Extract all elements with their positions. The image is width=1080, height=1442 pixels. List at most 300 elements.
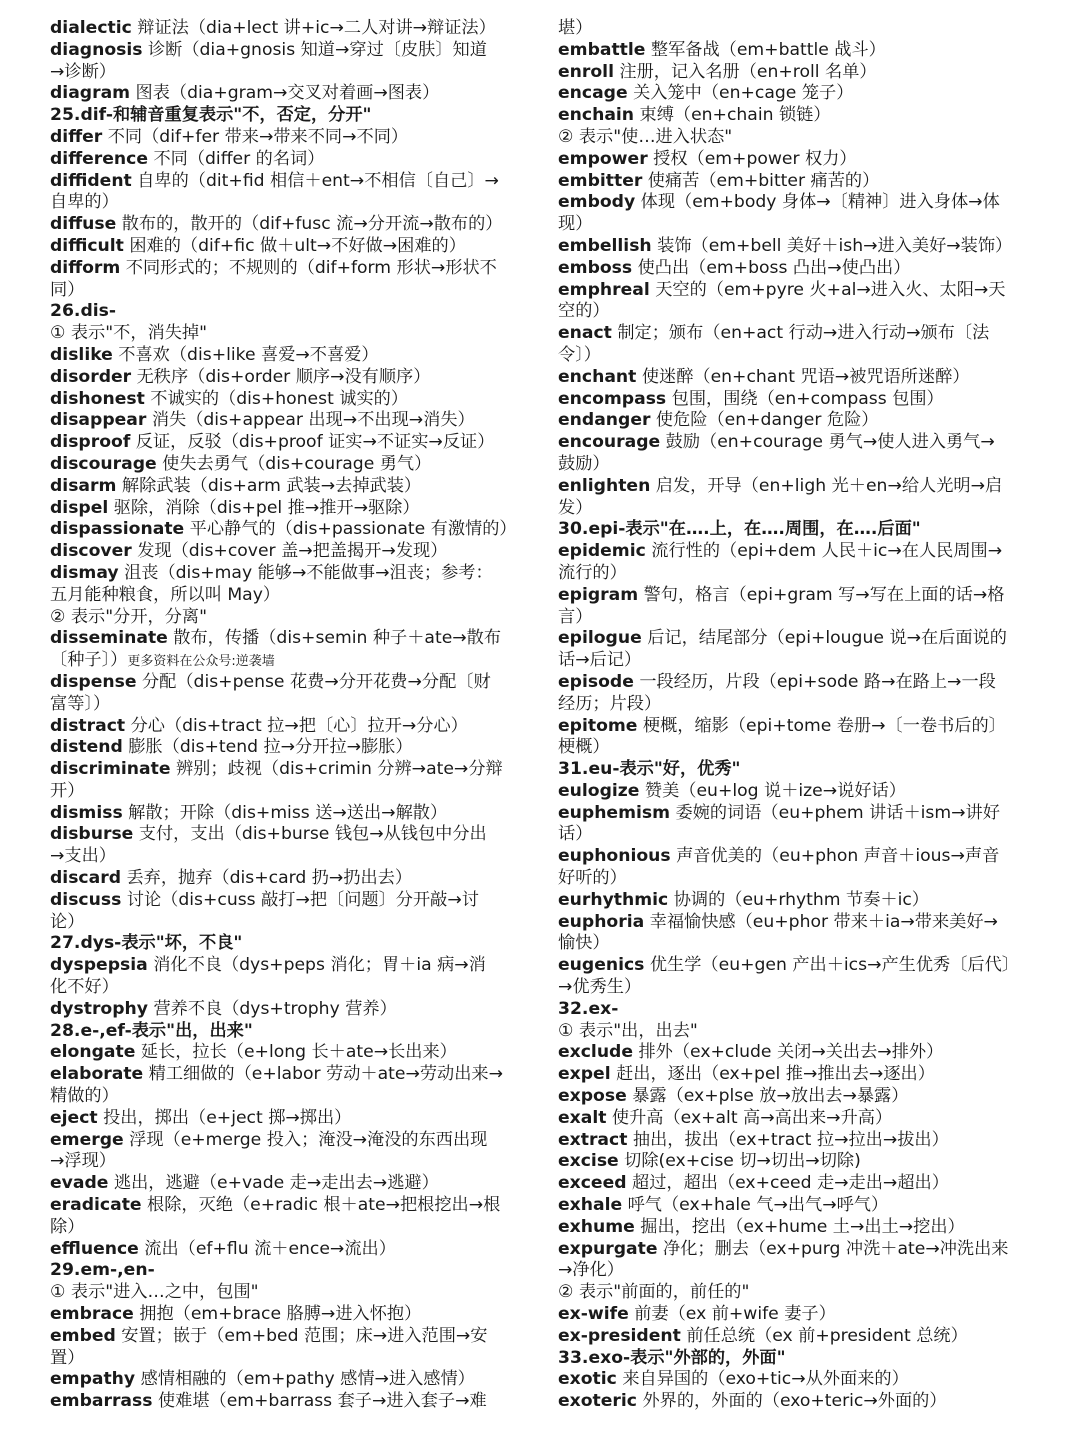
section-heading: 33.exo-表示"外部的，外面" (558, 1347, 786, 1368)
headword: epidemic (558, 541, 646, 562)
definition-text: 解除武装（dis+arm 武装→去掉武装） (116, 475, 422, 496)
definition-text: 化不好） (50, 977, 119, 998)
entry-line (50, 781, 532, 803)
word-entry (50, 1369, 532, 1391)
definition-text: 暴露（ex+plse 放→放出去→暴露） (626, 1086, 909, 1107)
word-entry (50, 214, 532, 236)
definition-text: 辨别；歧视（dis+crimin 分辨→ate→分辩 (170, 759, 503, 780)
definition-text: 分配（dis+pense 花费→分开花费→分配〔财 (136, 671, 491, 692)
word-entry (558, 40, 1040, 62)
headword: embarrass (50, 1391, 153, 1412)
entry-line (558, 977, 1040, 999)
word-entry (558, 367, 1040, 389)
definition-text: 自卑的） (50, 192, 119, 213)
section-heading: 25.dif-和辅音重复表示"不，否定，分开" (50, 105, 372, 126)
word-entry (558, 628, 1040, 650)
definition-text: 空的） (558, 301, 610, 322)
definition-text: ② 表示"分开，分离" (50, 606, 207, 627)
word-entry (50, 149, 532, 171)
definition-text: 论） (50, 911, 85, 932)
word-entry (558, 389, 1040, 411)
headword: emerge (50, 1129, 124, 1150)
definition-text: 呼气（ex+hale 气→出气→呼气） (622, 1195, 889, 1216)
definition-text: 安置；嵌于（em+bed 范围；床→进入范围→安 (115, 1325, 488, 1346)
entry-line (50, 846, 532, 868)
word-entry (50, 803, 532, 825)
headword: encage (558, 83, 628, 104)
definition-text: 好听的） (558, 868, 627, 889)
definition-text: 消失（dis+appear 出现→不出现→消失） (146, 410, 475, 431)
headword: exotic (558, 1369, 617, 1390)
definition-text: 延长，拉长（e+long 长＋ate→长出来） (135, 1042, 457, 1063)
headword: encompass (558, 388, 667, 409)
headword: eulogize (558, 780, 640, 801)
definition-text: 流出（ef+flu 流＋ence→流出） (138, 1238, 396, 1259)
definition-text: 抽出，拔出（ex+tract 拉→拉出→拔出） (627, 1129, 949, 1150)
definition-text: 自卑的（dit+fid 相信＋ent→不相信〔自己〕→ (131, 170, 499, 191)
headword: empathy (50, 1369, 136, 1390)
headword: dyspepsia (50, 955, 148, 976)
entry-line (50, 607, 532, 629)
headword: embody (558, 192, 636, 213)
headword: expurgate (558, 1238, 658, 1259)
word-entry (50, 868, 532, 890)
headword: effluence (50, 1238, 139, 1259)
definition-text: 五月能种粮食，所以叫 May） (50, 584, 281, 605)
word-entry (50, 476, 532, 498)
definition-text: 警句，格言（epi+gram 写→写在上面的话→格 (638, 584, 1005, 605)
headword: epigram (558, 584, 639, 605)
word-entry (50, 18, 532, 40)
entry-line (50, 694, 532, 716)
definition-text: 愉快） (558, 933, 610, 954)
entry-line (558, 607, 1040, 629)
headword: embrace (50, 1304, 134, 1325)
word-entry (558, 105, 1040, 127)
word-entry (558, 323, 1040, 345)
word-entry (558, 1326, 1040, 1348)
entry-line (558, 454, 1040, 476)
definition-text: 讨论（dis+cuss 敲打→把〔问题〕分开敲→讨 (121, 889, 479, 910)
definition-text: 精工细做的（e+labor 劳动＋ate→劳动出来→ (143, 1064, 504, 1085)
word-entry (558, 1369, 1040, 1391)
definition-text: →诊断） (50, 61, 116, 82)
definition-text: 诊断（dia+gnosis 知道→穿过〔皮肤〕知道 (142, 39, 487, 60)
entry-line (50, 912, 532, 934)
definition-text: 解散；开除（dis+miss 送→送出→解散） (122, 802, 448, 823)
word-entry (558, 541, 1040, 563)
headword: expose (558, 1086, 627, 1107)
headword: enact (558, 323, 612, 344)
definition-text: 开） (50, 780, 85, 801)
word-entry (558, 62, 1040, 84)
headword: eject (50, 1107, 98, 1128)
word-entry (558, 1064, 1040, 1086)
definition-text: 一段经历，片段（epi+sode 路→在路上→一段 (633, 671, 996, 692)
definition-text: 天空的（em+pyre 火+al→进入火、太阳→天 (649, 279, 1006, 300)
definition-text: 赶出，逐出（ex+pel 推→推出去→逐出） (610, 1064, 935, 1085)
headword: emphreal (558, 279, 650, 300)
word-entry (50, 519, 532, 541)
headword: encourage (558, 432, 661, 453)
definition-text: 不诚实的（dis+honest 诚实的） (144, 388, 409, 409)
word-entry (50, 1304, 532, 1326)
definition-text: 令〕） (558, 344, 601, 365)
entry-line (558, 127, 1040, 149)
definition-text: 使危险（en+danger 危险） (650, 410, 879, 431)
word-entry (50, 1326, 532, 1348)
entry-line (50, 650, 532, 672)
word-entry (50, 716, 532, 738)
headword: embitter (558, 170, 643, 191)
headword: disburse (50, 824, 134, 845)
headword: dislike (50, 344, 113, 365)
word-entry (50, 40, 532, 62)
word-entry (558, 258, 1040, 280)
headword: euphonious (558, 846, 671, 867)
word-entry (558, 1130, 1040, 1152)
definition-text: 置） (50, 1347, 85, 1368)
definition-text: ① 表示"出，出去" (558, 1020, 698, 1041)
definition-text: 超过，超出（ex+ceed 走→走出→超出） (626, 1173, 949, 1194)
definition-text: ② 表示"使…进入状态" (558, 126, 733, 147)
headword: dismay (50, 562, 119, 583)
headword: dialectic (50, 18, 132, 38)
definition-text: 无秩序（dis+order 顺序→没有顺序） (131, 366, 431, 387)
headword: diffuse (50, 214, 117, 235)
definition-text: 不同（differ 的名词） (148, 148, 325, 169)
definition-text: 营养不良（dys+trophy 营养） (147, 998, 397, 1019)
headword: ex-president (558, 1325, 681, 1346)
headword: exhume (558, 1216, 635, 1237)
definition-text: 拥抱（em+brace 胳膊→进入怀抱） (133, 1304, 422, 1325)
definition-text: 散布，传播（dis+semin 种子＋ate→散布 (167, 628, 502, 649)
watermark-note: 更多资料在公众号:逆袭墙 (127, 654, 275, 670)
headword: difficult (50, 235, 124, 256)
definition-text: 委婉的词语（eu+phem 讲话＋ism→讲好 (670, 802, 1000, 823)
right-column (558, 18, 1040, 1413)
entry-line (558, 563, 1040, 585)
word-entry (558, 890, 1040, 912)
word-entry (50, 1391, 532, 1413)
headword: diffident (50, 170, 132, 191)
definition-text: 经历；片段） (558, 693, 662, 714)
definition-text: 发） (558, 497, 593, 518)
word-entry (558, 280, 1040, 302)
entry-line (558, 1021, 1040, 1043)
word-entry (558, 846, 1040, 868)
word-entry (558, 1195, 1040, 1217)
word-entry (50, 1042, 532, 1064)
definition-text: 优生学（eu+gen 产出＋ics→产生优秀〔后代〕 (644, 955, 1019, 976)
word-entry (50, 432, 532, 454)
definition-text: →浮现） (50, 1151, 116, 1172)
entry-line (558, 650, 1040, 672)
word-entry (558, 1042, 1040, 1064)
word-entry (558, 1173, 1040, 1195)
word-entry (50, 498, 532, 520)
definition-text: 现） (558, 214, 593, 235)
definition-text: 使凸出（em+boss 凸出→使凸出） (632, 257, 911, 278)
word-entry (50, 1195, 532, 1217)
headword: enchant (558, 366, 637, 387)
definition-text: 梗概，缩影（epi+tome 卷册→〔一卷书后的〕 (637, 715, 1006, 736)
definition-text: 外界的，外面的（exo+teric→外面的） (636, 1391, 947, 1412)
definition-text: 制定；颁布（en+act 行动→进入行动→颁布〔法 (611, 323, 990, 344)
headword: exalt (558, 1107, 607, 1128)
headword: dispel (50, 497, 109, 518)
word-entry (558, 955, 1040, 977)
word-entry (50, 672, 532, 694)
word-entry (50, 999, 532, 1021)
word-entry (50, 236, 532, 258)
entry-line (558, 18, 1040, 40)
definition-text: 包围，围绕（en+compass 包围） (666, 388, 944, 409)
headword: disarm (50, 475, 117, 496)
word-entry (558, 149, 1040, 171)
entry-line (50, 62, 532, 84)
definition-text: 前任总统（ex 前+president 总统） (680, 1325, 968, 1346)
definition-text: 使迷醉（en+chant 咒语→被咒语所迷醉） (636, 366, 970, 387)
definition-text: 幸福愉快感（eu+phor 带来＋ia→带来美好→ (644, 911, 998, 932)
definition-text: 丢弃，抛弃（dis+card 扔→扔出去） (121, 868, 413, 889)
word-entry (50, 83, 532, 105)
definition-text: 流行的） (558, 562, 627, 583)
headword: difform (50, 257, 121, 278)
entry-line (558, 824, 1040, 846)
definition-text: 富等〕） (50, 693, 111, 714)
definition-text: ① 表示"不，消失掉" (50, 323, 207, 344)
headword: embed (50, 1325, 116, 1346)
headword: exceed (558, 1173, 627, 1194)
entry-line (50, 323, 532, 345)
definition-text: 赞美（eu+log 说＋ize→说好话） (639, 780, 906, 801)
definition-text: 同） (50, 279, 85, 300)
definition-text: 堪） (558, 18, 593, 38)
definition-text: ① 表示"进入…之中，包围" (50, 1282, 259, 1303)
headword: distend (50, 737, 123, 758)
definition-text: 反证，反驳（dis+proof 证实→不证实→反证） (130, 432, 495, 453)
definition-text: →优秀生） (558, 977, 642, 998)
definition-text: 鼓励） (558, 453, 610, 474)
word-entry (558, 192, 1040, 214)
definition-text: 辩证法（dia+lect 讲+ic→二人对讲→辩证法） (131, 18, 496, 38)
headword: discourage (50, 453, 157, 474)
headword: difference (50, 148, 148, 169)
definition-text: 逃出，逃避（e+vade 走→走出去→逃避） (108, 1173, 439, 1194)
headword: eugenics (558, 955, 645, 976)
definition-text: 图表（dia+gram→交叉对着画→图表） (130, 83, 440, 104)
word-entry (50, 955, 532, 977)
definition-text: 不喜欢（dis+like 喜爱→不喜爱） (112, 344, 379, 365)
headword: eradicate (50, 1195, 142, 1216)
entry-line (50, 280, 532, 302)
definition-text: 分心（dis+tract 拉→把〔心〕拉开→分心） (125, 715, 468, 736)
section-heading: 31.eu-表示"好，优秀" (558, 759, 741, 780)
word-entry (50, 454, 532, 476)
headword: dismiss (50, 802, 123, 823)
word-entry (558, 716, 1040, 738)
headword: enlighten (558, 475, 651, 496)
headword: disappear (50, 410, 147, 431)
definition-text: 浮现（e+merge 投入；淹没→淹没的东西出现 (123, 1129, 488, 1150)
headword: euphemism (558, 802, 671, 823)
definition-text: 不同形式的；不规则的（dif+form 形状→形状不 (120, 257, 497, 278)
entry-line (558, 214, 1040, 236)
word-entry (50, 1130, 532, 1152)
definition-text: 投出，掷出（e+ject 掷→掷出） (97, 1107, 352, 1128)
headword: disseminate (50, 628, 168, 649)
definition-text: 协调的（eu+rhythm 节奏＋ic） (668, 889, 929, 910)
entry-line (50, 1282, 532, 1304)
word-entry (50, 890, 532, 912)
definition-text: 注册，记入名册（en+roll 名单） (613, 61, 877, 82)
word-entry (558, 1108, 1040, 1130)
definition-text: 除） (50, 1216, 85, 1237)
definition-text: 驱除，消除（dis+pel 推→推开→驱除） (108, 497, 420, 518)
word-entry (50, 410, 532, 432)
entry-line (50, 1348, 532, 1370)
definition-text: 净化；删去（ex+purg 冲洗＋ate→冲洗出来 (657, 1238, 1009, 1259)
headword: elaborate (50, 1064, 144, 1085)
entry-line (558, 301, 1040, 323)
entry-line (50, 977, 532, 999)
headword: elongate (50, 1042, 136, 1063)
definition-text: 使升高（ex+alt 高→高出来→升高） (606, 1107, 893, 1128)
section-heading: 28.e-,ef-表示"出，出来" (50, 1020, 253, 1041)
word-entry (50, 258, 532, 280)
headword: disproof (50, 432, 131, 453)
headword: emboss (558, 257, 633, 278)
definition-text: 授权（em+power 权力） (647, 148, 857, 169)
definition-text: 膨胀（dis+tend 拉→分开拉→膨胀） (122, 737, 413, 758)
definition-text: 束缚（en+chain 锁链） (634, 105, 831, 126)
entry-line (558, 868, 1040, 890)
word-entry (558, 476, 1040, 498)
definition-text: 精做的） (50, 1086, 119, 1107)
entry-line (558, 1282, 1040, 1304)
word-entry (50, 1108, 532, 1130)
definition-text: 体现（em+body 身体→〔精神〕进入身体→体 (635, 192, 1000, 213)
headword: disorder (50, 366, 132, 387)
definition-text: 启发，开导（en+ligh 光＋en→给人光明→启 (650, 475, 1003, 496)
headword: diagnosis (50, 39, 143, 60)
definition-text: 梗概） (558, 737, 610, 758)
headword: episode (558, 671, 634, 692)
left-column (50, 18, 532, 1413)
word-entry (50, 367, 532, 389)
headword: empower (558, 148, 648, 169)
definition-text: 流行性的（epi+dem 人民＋ic→在人民周围→ (645, 541, 1003, 562)
headword: endanger (558, 410, 651, 431)
word-entry (558, 781, 1040, 803)
word-entry (50, 345, 532, 367)
headword: dystrophy (50, 998, 148, 1019)
definition-text: 关入笼中（en+cage 笼子） (627, 83, 854, 104)
entry-line (50, 1151, 532, 1173)
headword: discover (50, 541, 132, 562)
definition-text: ② 表示"前面的，前任的" (558, 1282, 750, 1303)
headword: exclude (558, 1042, 634, 1063)
entry-line (558, 737, 1040, 759)
section-heading: 26.dis- (50, 301, 117, 322)
word-entry (558, 585, 1040, 607)
section-heading: 30.epi-表示"在….上，在….周围，在….后面" (558, 519, 921, 540)
definition-text: 沮丧（dis+may 能够→不能做事→沮丧；参考： (118, 562, 493, 583)
word-entry (50, 1239, 532, 1261)
headword: discuss (50, 889, 122, 910)
word-entry (50, 1064, 532, 1086)
headword: eurhythmic (558, 889, 669, 910)
word-entry (558, 236, 1040, 258)
word-entry (50, 541, 532, 563)
definition-text: 来自异国的（exo+tic→从外面来的） (616, 1369, 909, 1390)
headword: discriminate (50, 759, 171, 780)
definition-text: 话→后记） (558, 650, 642, 671)
definition-text: 话） (558, 824, 593, 845)
word-entry (50, 1173, 532, 1195)
section-heading: 27.dys-表示"坏，不良" (50, 933, 243, 954)
headword: dishonest (50, 388, 145, 409)
word-entry (558, 1151, 1040, 1173)
headword: discard (50, 868, 121, 889)
headword: expel (558, 1064, 611, 1085)
entry-line (50, 1217, 532, 1239)
word-entry (50, 737, 532, 759)
definition-text: →净化） (558, 1260, 624, 1281)
word-entry (558, 1391, 1040, 1413)
definition-text: 前妻（ex 前+wife 妻子） (628, 1304, 836, 1325)
word-entry (50, 127, 532, 149)
word-entry (558, 1304, 1040, 1326)
word-entry (50, 759, 532, 781)
definition-text: 发现（dis+cover 盖→把盖揭开→发现） (131, 541, 448, 562)
word-entry (50, 389, 532, 411)
headword: ex-wife (558, 1304, 629, 1325)
definition-text: 后记，结尾部分（epi+lougue 说→在后面说的 (641, 628, 1007, 649)
headword: embattle (558, 39, 646, 60)
headword: exhale (558, 1195, 623, 1216)
definition-text: 整军备战（em+battle 战斗） (645, 39, 886, 60)
definition-text: 切除(ex+cise 切→切出→切除) (618, 1151, 861, 1172)
word-entry (558, 1239, 1040, 1261)
definition-text: 言） (558, 606, 593, 627)
headword: exoteric (558, 1391, 637, 1412)
word-entry (558, 672, 1040, 694)
definition-text: 鼓励（en+courage 勇气→使人进入勇气→ (660, 432, 995, 453)
headword: embellish (558, 235, 652, 256)
headword: epitome (558, 715, 638, 736)
headword: diagram (50, 83, 131, 104)
word-entry (558, 171, 1040, 193)
section-heading: 29.em-,en- (50, 1260, 155, 1281)
word-entry (50, 628, 532, 650)
definition-text: 消化不良（dys+peps 消化；胃＋ia 病→消 (147, 955, 486, 976)
definition-text: 装饰（em+bell 美好＋ish→进入美好→装饰） (651, 235, 1013, 256)
definition-text: 根除，灭绝（e+radic 根＋ate→把根挖出→根 (141, 1195, 501, 1216)
headword: enroll (558, 61, 614, 82)
definition-text: 使失去勇气（dis+courage 勇气） (156, 453, 432, 474)
entry-line (558, 694, 1040, 716)
section-heading: 32.ex- (558, 998, 619, 1019)
headword: evade (50, 1173, 109, 1194)
definition-text: 不同（dif+fer 带来→带来不同→不同） (102, 126, 409, 147)
word-entry (50, 171, 532, 193)
headword: differ (50, 126, 103, 147)
definition-text: 使难堪（em+barrass 套子→进入套子→难 (152, 1391, 487, 1412)
headword: dispense (50, 671, 137, 692)
headword: epilogue (558, 628, 642, 649)
